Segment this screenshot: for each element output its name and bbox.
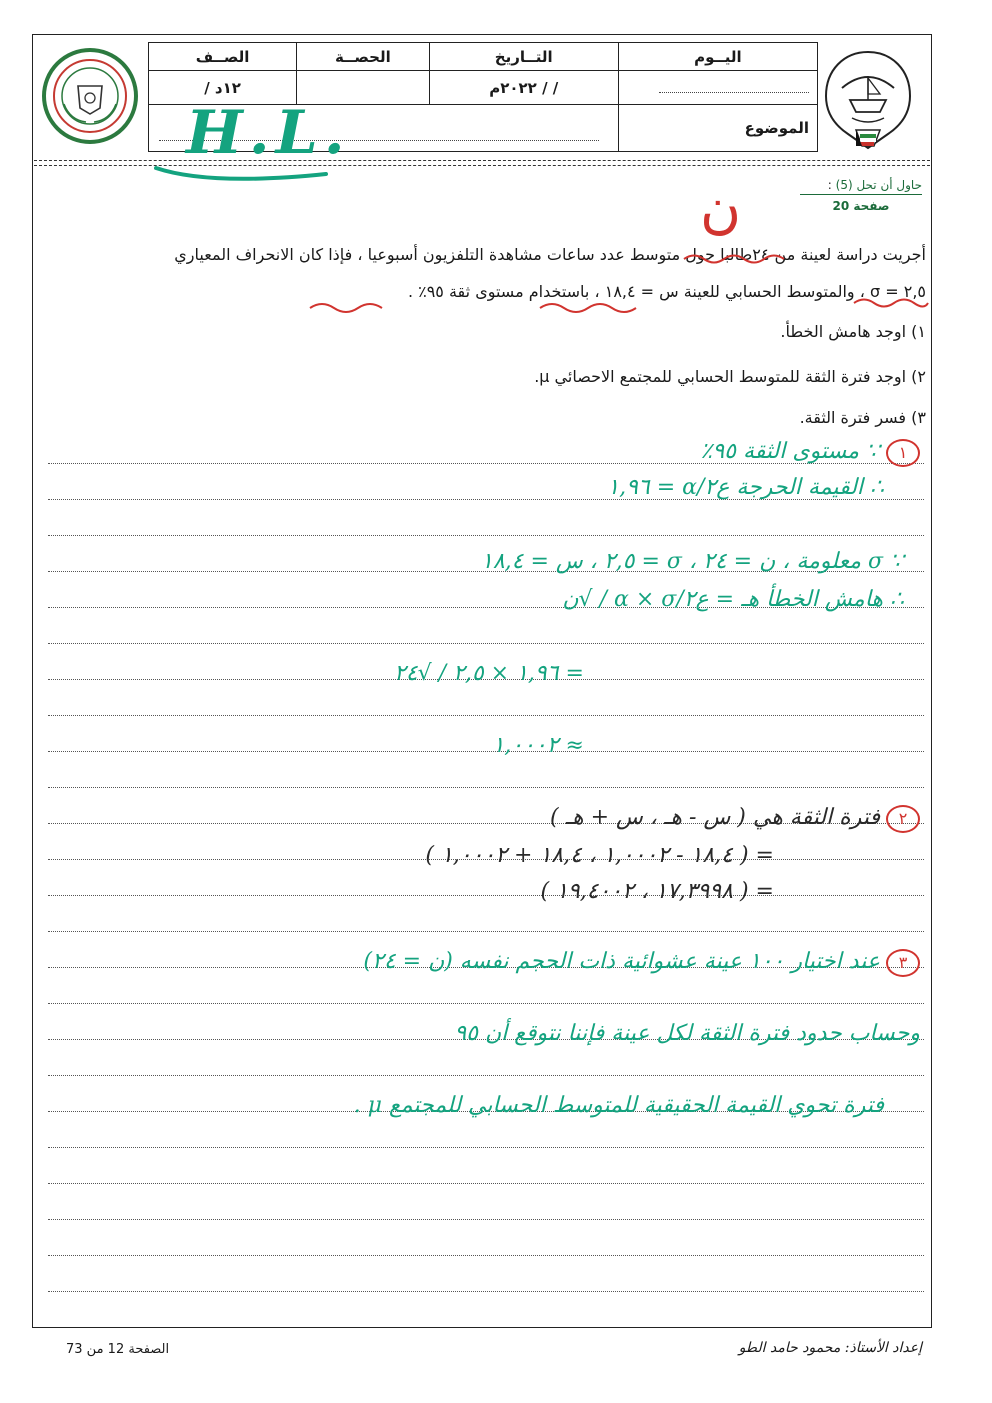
answer-line	[48, 643, 924, 644]
answer-2-line-3: = ( ١٧,٣٩٩٨ ، ١٩,٤٠٠٢ )	[540, 879, 774, 904]
class-value[interactable]: ١٢د /	[149, 71, 297, 105]
handwritten-mark: ن	[700, 176, 742, 241]
answer-2-number: ٢	[886, 805, 920, 833]
answer-1-line-6: ≈ ١,٠٠٠٢	[492, 733, 584, 758]
author-credit: إعداد الأستاذ: محمود حامد الطو	[738, 1340, 922, 1356]
question-line-1: أجريت دراسة لعينة من ٢٤طالبا حول متوسط عدد ساعات مشاهدة التلفزيون أسبوعيا ، فإذا كان الانحراف المعياري	[174, 245, 926, 264]
day-label: اليــوم	[618, 43, 817, 71]
part-2: ٢) اوجد فترة الثقة للمتوسط الحسابي للمجتمع الاحصائي μ.	[534, 367, 926, 386]
answer-line	[48, 715, 924, 716]
answer-1-line-3: ∵ σ معلومة ، ن = ٢٤ ، σ = ٢,٥ ، س = ١٨,٤	[481, 549, 904, 574]
answer-line	[48, 1291, 924, 1292]
answer-line	[48, 751, 924, 752]
answer-3-line-1: ٣عند اختيار ١٠٠ عينة عشوائية ذات الحجم نفسه (ن = ٢٤)	[363, 949, 920, 977]
answer-line	[48, 787, 924, 788]
answer-2-line-1: ٢فترة الثقة هي ( س - هـ ، س + هـ )	[550, 805, 920, 833]
class-label: الصــف	[149, 43, 297, 71]
answer-1-line-5: = ١,٩٦ × ٢,٥ / √٢٤	[393, 661, 584, 686]
try-colon: :	[827, 178, 832, 192]
answer-line	[48, 1219, 924, 1220]
answer-line	[48, 1075, 924, 1076]
period-label: الحصــة	[297, 43, 429, 71]
header-separator-2	[34, 165, 930, 166]
day-value[interactable]	[618, 71, 817, 105]
date-value[interactable]: / / ٢٠٢٢م	[429, 71, 618, 105]
kuwait-emblem-icon	[822, 48, 914, 166]
answer-line	[48, 1147, 924, 1148]
answer-2-line-2: = ( ١٨,٤ - ١,٠٠٠٢ ، ١٨,٤ + ١,٠٠٠٢ )	[425, 843, 774, 868]
part-1: ١) اوجد هامش الخطأ.	[780, 322, 926, 341]
answer-line	[48, 895, 924, 896]
school-seal-icon	[40, 46, 140, 146]
answer-1-line-2: ∴ القيمة الحرجة ع٢/α = ١,٩٦	[607, 475, 884, 500]
try-box	[800, 178, 922, 213]
try-label: حاول أن تحل (5)	[835, 178, 922, 192]
answer-1-line-4: ∴ هامش الخطأ هـ = ع٢/α × σ / √ن	[562, 587, 904, 612]
answer-line	[48, 535, 924, 536]
answer-line	[48, 1003, 924, 1004]
answer-3-number: ٣	[886, 949, 920, 977]
header-separator	[34, 160, 930, 161]
red-wavy-underline-3-icon	[850, 294, 930, 312]
answer-1-line-1: ١∵ مستوى الثقة ٩٥٪	[701, 439, 920, 467]
answer-line	[48, 1255, 924, 1256]
try-page: صفحة 20	[832, 199, 890, 213]
question-line-2: ٢,٥ = σ ، والمتوسط الحسابي للعينة س = ١٨,٤ ، باستخدام مستوى ثقة ٩٥٪ .	[407, 282, 926, 301]
page-number: الصفحة 12 من 73	[66, 1342, 170, 1357]
date-label: التــاريخ	[429, 43, 618, 71]
answer-3-line-2: وحساب حدود فترة الثقة لكل عينة فإننا نتوقع أن ٩٥	[454, 1021, 920, 1046]
red-wavy-underline-icon	[300, 296, 720, 320]
answer-line	[48, 931, 924, 932]
part-3: ٣) فسر فترة الثقة.	[799, 408, 926, 427]
red-wavy-underline-2-icon	[680, 250, 790, 268]
answer-1-number: ١	[886, 439, 920, 467]
topic-label: الموضوع	[618, 105, 817, 152]
handwritten-topic: H.L.	[186, 98, 351, 168]
answer-3-line-3: فترة تحوي القيمة الحقيقية للمتوسط الحسابي للمجتمع μ .	[353, 1093, 884, 1118]
day-value-line	[659, 78, 809, 93]
answer-line	[48, 1183, 924, 1184]
